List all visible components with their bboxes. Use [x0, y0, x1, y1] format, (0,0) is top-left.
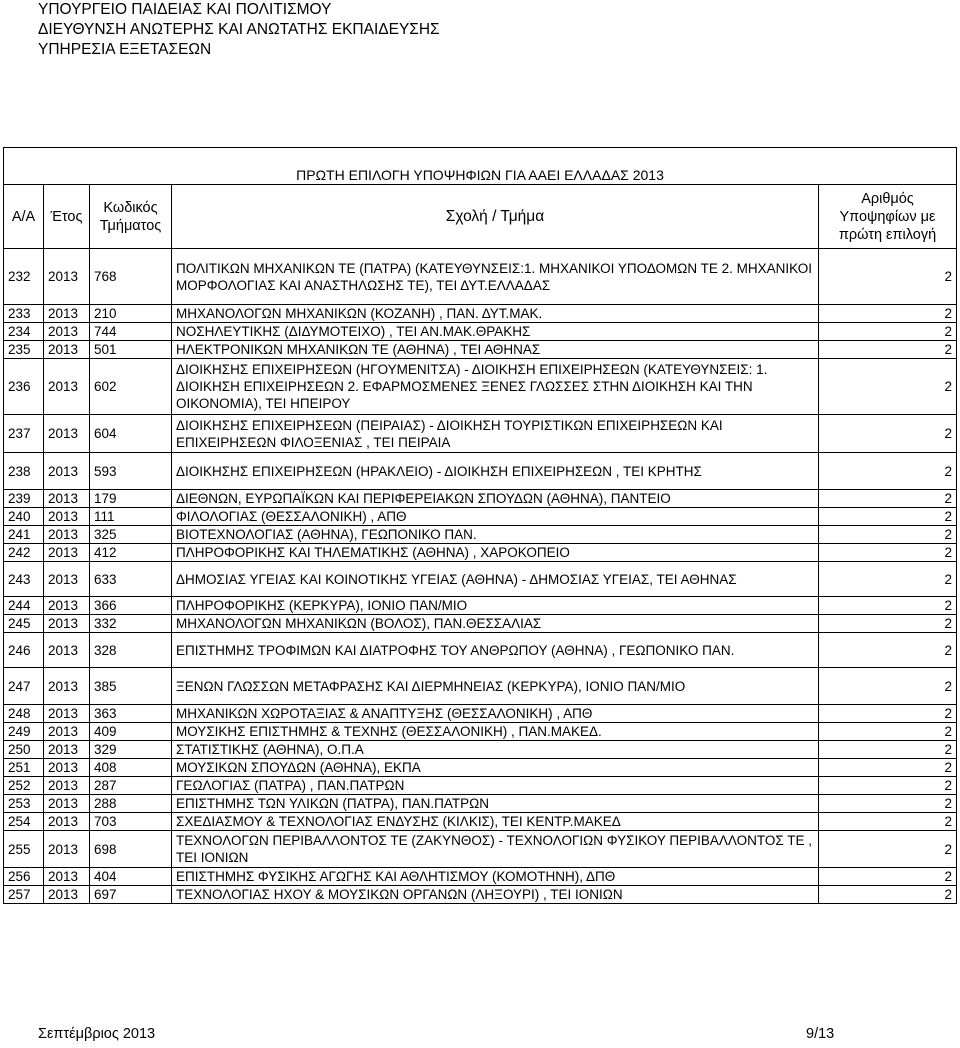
cell-count: 2 [819, 323, 957, 341]
footer-page-number: 9/13 [806, 1026, 835, 1042]
cell-name: ΣΧΕΔΙΑΣΜΟΥ & ΤΕΧΝΟΛΟΓΙΑΣ ΕΝΔΥΣΗΣ (ΚΙΛΚΙΣ), ΤΕΙ ΚΕΝΤΡ.ΜΑΚΕΔ [172, 813, 819, 831]
cell-name: ΤΕΧΝΟΛΟΓΩΝ ΠΕΡΙΒΑΛΛΟΝΤΟΣ ΤΕ (ΖΑΚΥΝΘΟΣ) - ΤΕΧΝΟΛΟΓΙΩΝ ΦΥΣΙΚΟΥ ΠΕΡΙΒΑΛΛΟΝΤΟΣ ΤΕ , ΤΕΙ ΙΟΝΙΩΝ [172, 831, 819, 868]
cell-code: 604 [90, 415, 172, 453]
table-row [4, 597, 957, 615]
cell-count: 2 [819, 597, 957, 615]
header-count-line3: πρώτη επιλογή [838, 226, 937, 243]
cell-count: 2 [819, 453, 957, 490]
cell-aa: 232 [4, 249, 44, 305]
cell-count: 2 [819, 813, 957, 831]
cell-name: ΣΤΑΤΙΣΤΙΚΗΣ (ΑΘΗΝΑ), Ο.Π.Α [172, 741, 819, 759]
cell-aa: 243 [4, 562, 44, 597]
cell-year: 2013 [44, 508, 90, 526]
cell-code: 633 [90, 562, 172, 597]
header-code-line1: Κωδικός [103, 199, 158, 216]
cell-count: 2 [819, 415, 957, 453]
cell-year: 2013 [44, 777, 90, 795]
cell-code: 332 [90, 615, 172, 633]
cell-count: 2 [819, 633, 957, 668]
cell-name: ΞΕΝΩΝ ΓΛΩΣΣΩΝ ΜΕΤΑΦΡΑΣΗΣ ΚΑΙ ΔΙΕΡΜΗΝΕΙΑΣ (ΚΕΡΚΥΡΑ), ΙΟΝΙΟ ΠΑΝ/ΜΙΟ [172, 668, 819, 705]
directorate-title: ΔΙΕΥΘΥΝΣΗ ΑΝΩΤΕΡΗΣ ΚΑΙ ΑΝΩΤΑΤΗΣ ΕΚΠΑΙΔΕΥΣΗΣ [38, 21, 440, 38]
cell-code: 366 [90, 597, 172, 615]
cell-name: ΠΛΗΡΟΦΟΡΙΚΗΣ ΚΑΙ ΤΗΛΕΜΑΤΙΚΗΣ (ΑΘΗΝΑ) , ΧΑΡΟΚΟΠΕΙΟ [172, 544, 819, 562]
table-title-row [4, 148, 957, 185]
cell-year: 2013 [44, 831, 90, 868]
cell-count: 2 [819, 723, 957, 741]
header-code-line2: Τμήματος [99, 217, 162, 234]
cell-aa: 246 [4, 633, 44, 668]
cell-code: 703 [90, 813, 172, 831]
cell-count: 2 [819, 544, 957, 562]
cell-count: 2 [819, 795, 957, 813]
cell-count: 2 [819, 359, 957, 415]
cell-code: 363 [90, 705, 172, 723]
table-row [4, 795, 957, 813]
cell-year: 2013 [44, 633, 90, 668]
cell-year: 2013 [44, 526, 90, 544]
table-row [4, 868, 957, 886]
cell-code: 744 [90, 323, 172, 341]
cell-aa: 249 [4, 723, 44, 741]
cell-name: ΔΙΟΙΚΗΣΗΣ ΕΠΙΧΕΙΡΗΣΕΩΝ (ΠΕΙΡΑΙΑΣ) - ΔΙΟΙΚΗΣΗ ΤΟΥΡΙΣΤΙΚΩΝ ΕΠΙΧΕΙΡΗΣΕΩΝ ΚΑΙ ΕΠΙΧΕΙΡΗΣΕΩΝ ΦΙΛΟΞΕΝΙΑΣ , ΤΕΙ ΠΕΙΡΑΙΑ [172, 415, 819, 453]
cell-count: 2 [819, 741, 957, 759]
cell-year: 2013 [44, 813, 90, 831]
cell-code: 111 [90, 508, 172, 526]
table-row [4, 341, 957, 359]
cell-code: 329 [90, 741, 172, 759]
cell-year: 2013 [44, 359, 90, 415]
cell-year: 2013 [44, 415, 90, 453]
cell-aa: 247 [4, 668, 44, 705]
cell-code: 328 [90, 633, 172, 668]
table-row [4, 490, 957, 508]
cell-count: 2 [819, 526, 957, 544]
cell-year: 2013 [44, 453, 90, 490]
table-row [4, 249, 957, 305]
table-row [4, 813, 957, 831]
table-row [4, 615, 957, 633]
cell-name: ΕΠΙΣΤΗΜΗΣ ΤΩΝ ΥΛΙΚΩΝ (ΠΑΤΡΑ), ΠΑΝ.ΠΑΤΡΩΝ [172, 795, 819, 813]
cell-year: 2013 [44, 305, 90, 323]
table-title: ΠΡΩΤΗ ΕΠΙΛΟΓΗ ΥΠΟΨΗΦΙΩΝ ΓΙΑ ΑΑΕΙ ΕΛΛΑΔΑΣ 2013 [4, 148, 957, 185]
cell-aa: 255 [4, 831, 44, 868]
cell-year: 2013 [44, 795, 90, 813]
cell-aa: 254 [4, 813, 44, 831]
cell-aa: 248 [4, 705, 44, 723]
cell-name: ΝΟΣΗΛΕΥΤΙΚΗΣ (ΔΙΔΥΜΟΤΕΙΧΟ) , ΤΕΙ ΑΝ.ΜΑΚ.ΘΡΑΚΗΣ [172, 323, 819, 341]
cell-name: ΔΙΟΙΚΗΣΗΣ ΕΠΙΧΕΙΡΗΣΕΩΝ (ΗΓΟΥΜΕΝΙΤΣΑ) - ΔΙΟΙΚΗΣΗ ΕΠΙΧΕΙΡΗΣΕΩΝ (ΚΑΤΕΥΘΥΝΣΕΙΣ: 1. ΔΙΟΙΚΗΣΗ ΕΠΙΧΕΙΡΗΣΕΩΝ 2. ΕΦΑΡΜΟΣΜΕΝΕΣ ΞΕΝΕΣ ΓΛΩΣΣΕΣ ΣΤΗΝ ΔΙΟΙΚΗΣΗ ΚΑΙ ΤΗΝ ΟΙΚΟΝΟΜΙΑ), ΤΕΙ ΗΠΕΙΡΟΥ [172, 359, 819, 415]
cell-code: 768 [90, 249, 172, 305]
cell-year: 2013 [44, 615, 90, 633]
cell-count: 2 [819, 508, 957, 526]
cell-name: ΜΗΧΑΝΟΛΟΓΩΝ ΜΗΧΑΝΙΚΩΝ (ΚΟΖΑΝΗ) , ΠΑΝ. ΔΥΤ.ΜΑΚ. [172, 305, 819, 323]
cell-year: 2013 [44, 562, 90, 597]
header-year: Έτος [44, 185, 90, 249]
cell-name: ΓΕΩΛΟΓΙΑΣ (ΠΑΤΡΑ) , ΠΑΝ.ΠΑΤΡΩΝ [172, 777, 819, 795]
cell-aa: 244 [4, 597, 44, 615]
cell-aa: 233 [4, 305, 44, 323]
cell-code: 698 [90, 831, 172, 868]
cell-count: 2 [819, 759, 957, 777]
cell-name: ΠΟΛΙΤΙΚΩΝ ΜΗΧΑΝΙΚΩΝ ΤΕ (ΠΑΤΡΑ) (ΚΑΤΕΥΘΥΝΣΕΙΣ:1. ΜΗΧΑΝΙΚΟΙ ΥΠΟΔΟΜΩΝ ΤΕ 2. ΜΗΧΑΝΙΚΟΙ ΜΟΡΦΟΛΟΓΙΑΣ ΚΑΙ ΑΝΑΣΤΗΛΩΣΗΣ ΤΕ), ΤΕΙ ΔΥΤ.ΕΛΛΑΔΑΣ [172, 249, 819, 305]
document-header [38, 0, 440, 60]
cell-count: 2 [819, 777, 957, 795]
table-row [4, 359, 957, 415]
cell-year: 2013 [44, 868, 90, 886]
cell-name: ΕΠΙΣΤΗΜΗΣ ΦΥΣΙΚΗΣ ΑΓΩΓΗΣ ΚΑΙ ΑΘΛΗΤΙΣΜΟΥ (ΚΟΜΟΤΗΝΗ), ΔΠΘ [172, 868, 819, 886]
cell-aa: 250 [4, 741, 44, 759]
table-row [4, 668, 957, 705]
header-name: Σχολή / Τμήμα [172, 185, 819, 249]
cell-code: 325 [90, 526, 172, 544]
cell-name: ΗΛΕΚΤΡΟΝΙΚΩΝ ΜΗΧΑΝΙΚΩΝ ΤΕ (ΑΘΗΝΑ) , ΤΕΙ ΑΘΗΝΑΣ [172, 341, 819, 359]
cell-count: 2 [819, 341, 957, 359]
table-row [4, 886, 957, 904]
table-row [4, 741, 957, 759]
cell-code: 501 [90, 341, 172, 359]
header-aa: Α/Α [4, 185, 44, 249]
header-count-line2: Υποψηφίων με [839, 208, 936, 225]
ministry-title: ΥΠΟΥΡΓΕΙΟ ΠΑΙΔΕΙΑΣ ΚΑΙ ΠΟΛΙΤΙΣΜΟΥ [38, 1, 332, 18]
footer-date: Σεπτέμβριος 2013 [38, 1026, 156, 1042]
table-row [4, 723, 957, 741]
cell-aa: 252 [4, 777, 44, 795]
table-row [4, 508, 957, 526]
cell-name: ΕΠΙΣΤΗΜΗΣ ΤΡΟΦΙΜΩΝ ΚΑΙ ΔΙΑΤΡΟΦΗΣ ΤΟΥ ΑΝΘΡΩΠΟΥ (ΑΘΗΝΑ) , ΓΕΩΠΟΝΙΚΟ ΠΑΝ. [172, 633, 819, 668]
cell-aa: 257 [4, 886, 44, 904]
cell-name: ΔΙΟΙΚΗΣΗΣ ΕΠΙΧΕΙΡΗΣΕΩΝ (ΗΡΑΚΛΕΙΟ) - ΔΙΟΙΚΗΣΗ ΕΠΙΧΕΙΡΗΣΕΩΝ , ΤΕΙ ΚΡΗΤΗΣ [172, 453, 819, 490]
cell-code: 697 [90, 886, 172, 904]
cell-aa: 238 [4, 453, 44, 490]
cell-aa: 235 [4, 341, 44, 359]
cell-count: 2 [819, 305, 957, 323]
cell-aa: 241 [4, 526, 44, 544]
cell-count: 2 [819, 705, 957, 723]
cell-code: 602 [90, 359, 172, 415]
cell-aa: 245 [4, 615, 44, 633]
cell-year: 2013 [44, 544, 90, 562]
cell-name: ΤΕΧΝΟΛΟΓΙΑΣ ΗΧΟΥ & ΜΟΥΣΙΚΩΝ ΟΡΓΑΝΩΝ (ΛΗΞΟΥΡΙ) , ΤΕΙ ΙΟΝΙΩΝ [172, 886, 819, 904]
cell-year: 2013 [44, 323, 90, 341]
cell-aa: 240 [4, 508, 44, 526]
table-row [4, 777, 957, 795]
cell-count: 2 [819, 831, 957, 868]
cell-code: 412 [90, 544, 172, 562]
cell-aa: 234 [4, 323, 44, 341]
header-count [819, 185, 957, 249]
cell-count: 2 [819, 615, 957, 633]
cell-name: ΜΟΥΣΙΚΗΣ ΕΠΙΣΤΗΜΗΣ & ΤΕΧΝΗΣ (ΘΕΣΣΑΛΟΝΙΚΗ) , ΠΑΝ.ΜΑΚΕΔ. [172, 723, 819, 741]
cell-count: 2 [819, 886, 957, 904]
table-header-row [4, 185, 957, 249]
table-row [4, 305, 957, 323]
table-row [4, 544, 957, 562]
cell-year: 2013 [44, 759, 90, 777]
cell-code: 408 [90, 759, 172, 777]
table-row [4, 759, 957, 777]
cell-year: 2013 [44, 668, 90, 705]
table-row [4, 526, 957, 544]
cell-code: 409 [90, 723, 172, 741]
cell-aa: 253 [4, 795, 44, 813]
cell-count: 2 [819, 668, 957, 705]
cell-count: 2 [819, 490, 957, 508]
cell-count: 2 [819, 868, 957, 886]
cell-aa: 236 [4, 359, 44, 415]
cell-code: 179 [90, 490, 172, 508]
cell-name: ΒΙΟΤΕΧΝΟΛΟΓΙΑΣ (ΑΘΗΝΑ), ΓΕΩΠΟΝΙΚΟ ΠΑΝ. [172, 526, 819, 544]
cell-name: ΜΗΧΑΝΟΛΟΓΩΝ ΜΗΧΑΝΙΚΩΝ (ΒΟΛΟΣ), ΠΑΝ.ΘΕΣΣΑΛΙΑΣ [172, 615, 819, 633]
cell-aa: 251 [4, 759, 44, 777]
cell-year: 2013 [44, 597, 90, 615]
cell-name: ΔΗΜΟΣΙΑΣ ΥΓΕΙΑΣ ΚΑΙ ΚΟΙΝΟΤΙΚΗΣ ΥΓΕΙΑΣ (ΑΘΗΝΑ) - ΔΗΜΟΣΙΑΣ ΥΓΕΙΑΣ, ΤΕΙ ΑΘΗΝΑΣ [172, 562, 819, 597]
applicants-table [3, 147, 957, 904]
table-row [4, 562, 957, 597]
cell-code: 210 [90, 305, 172, 323]
cell-code: 404 [90, 868, 172, 886]
cell-year: 2013 [44, 741, 90, 759]
table-row [4, 323, 957, 341]
cell-year: 2013 [44, 341, 90, 359]
header-code [90, 185, 172, 249]
cell-code: 385 [90, 668, 172, 705]
table-row [4, 705, 957, 723]
cell-count: 2 [819, 562, 957, 597]
cell-aa: 242 [4, 544, 44, 562]
cell-year: 2013 [44, 249, 90, 305]
cell-name: ΦΙΛΟΛΟΓΙΑΣ (ΘΕΣΣΑΛΟΝΙΚΗ) , ΑΠΘ [172, 508, 819, 526]
service-title: ΥΠΗΡΕΣΙΑ ΕΞΕΤΑΣΕΩΝ [38, 41, 212, 58]
cell-year: 2013 [44, 886, 90, 904]
table-row [4, 831, 957, 868]
cell-count: 2 [819, 249, 957, 305]
cell-code: 593 [90, 453, 172, 490]
cell-name: ΜΗΧΑΝΙΚΩΝ ΧΩΡΟΤΑΞΙΑΣ & ΑΝΑΠΤΥΞΗΣ (ΘΕΣΣΑΛΟΝΙΚΗ) , ΑΠΘ [172, 705, 819, 723]
cell-aa: 237 [4, 415, 44, 453]
cell-name: ΠΛΗΡΟΦΟΡΙΚΗΣ (ΚΕΡΚΥΡΑ), ΙΟΝΙΟ ΠΑΝ/ΜΙΟ [172, 597, 819, 615]
cell-year: 2013 [44, 723, 90, 741]
cell-year: 2013 [44, 705, 90, 723]
cell-name: ΔΙΕΘΝΩΝ, ΕΥΡΩΠΑΪΚΩΝ ΚΑΙ ΠΕΡΙΦΕΡΕΙΑΚΩΝ ΣΠΟΥΔΩΝ (ΑΘΗΝΑ), ΠΑΝΤΕΙΟ [172, 490, 819, 508]
table-row [4, 633, 957, 668]
cell-code: 288 [90, 795, 172, 813]
cell-aa: 256 [4, 868, 44, 886]
header-count-line1: Αριθμός [861, 190, 914, 207]
table-row [4, 453, 957, 490]
table-row [4, 415, 957, 453]
cell-year: 2013 [44, 490, 90, 508]
cell-aa: 239 [4, 490, 44, 508]
cell-name: ΜΟΥΣΙΚΩΝ ΣΠΟΥΔΩΝ (ΑΘΗΝΑ), ΕΚΠΑ [172, 759, 819, 777]
cell-code: 287 [90, 777, 172, 795]
